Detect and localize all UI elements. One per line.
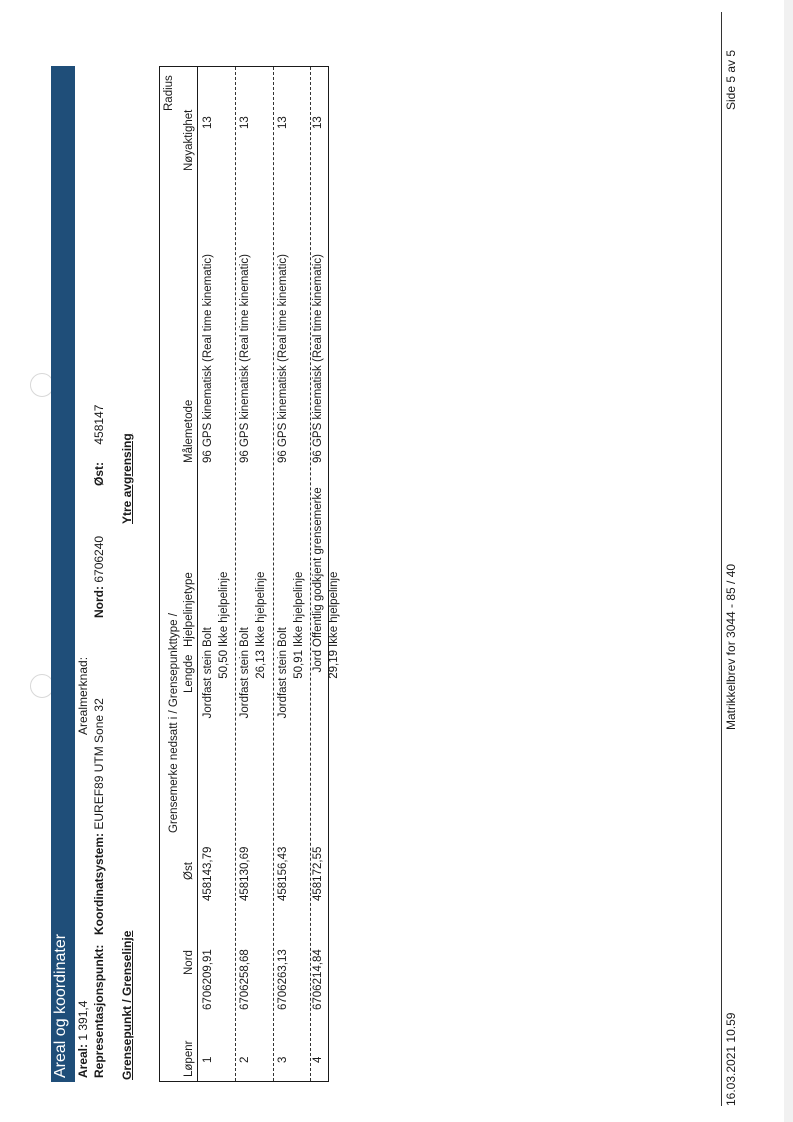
row4-nord: 6706214,84: [312, 949, 324, 1010]
row1-nr: 1: [202, 1056, 214, 1063]
nord-row: [92, 536, 106, 618]
row1-nedsatt: Jordfast stein: [202, 650, 214, 719]
header-malemetode: Målemetode: [183, 399, 195, 463]
row4-lengde: 29,19: [328, 650, 340, 679]
koord-label: Koordinatsystem:: [92, 832, 106, 935]
row4-noyaktighet: 13: [312, 116, 324, 129]
section-title-bar: [51, 66, 75, 1082]
row3-metode: 96 GPS kinematisk (Real time kinematic): [277, 254, 289, 463]
row3-nedsatt: Jordfast stein: [277, 650, 289, 719]
row4-type: Offentlig godkjent grensemerke: [312, 487, 324, 647]
row2-nr: 2: [239, 1056, 251, 1063]
row4-nedsatt: Jord: [312, 650, 324, 673]
header-radius: Radius: [163, 75, 175, 111]
row2-ost: 458130,69: [239, 846, 251, 901]
nord-value: 6706240: [92, 535, 106, 583]
areal-value: 1 391,4: [76, 1000, 90, 1041]
areal-row: [76, 1001, 90, 1078]
right-heading: Ytre avgrensing: [120, 433, 134, 524]
header-divider: [197, 67, 198, 1081]
koord-row: [92, 698, 106, 935]
row-separator: [273, 67, 274, 1081]
row2-metode: 96 GPS kinematisk (Real time kinematic): [239, 254, 251, 463]
koord-value: EUREF89 UTM Sone 32: [92, 698, 106, 830]
header-grensemerke: Grensemerke nedsatt i / Grensepunkttype /: [168, 613, 180, 833]
boundary-table: [159, 66, 340, 1082]
header-ost: Øst: [183, 862, 195, 880]
rep-label: Representasjonspunkt:: [92, 944, 106, 1078]
nord-label: Nord:: [92, 586, 106, 618]
row3-nord: 6706263,13: [277, 949, 289, 1010]
row1-noyaktighet: 13: [202, 116, 214, 129]
row3-hjelpelinje: Ikke hjelpelinje: [293, 571, 305, 647]
row1-metode: 96 GPS kinematisk (Real time kinematic): [202, 254, 214, 463]
rotated-page: [8, 10, 778, 1110]
row1-ost: 458143,79: [202, 846, 214, 901]
ost-value: 458147: [92, 404, 106, 445]
header-hjelpelinjetype: Hjelpelinjetype: [183, 572, 195, 647]
ost-row: [92, 405, 106, 486]
footer-title: Matrikkelbrev for 3044 - 85 / 40: [724, 563, 738, 730]
row3-nr: 3: [277, 1056, 289, 1063]
row3-lengde: 50,91: [293, 650, 305, 679]
row1-type: Bolt: [202, 627, 214, 647]
row2-hjelpelinje: Ikke hjelpelinje: [255, 571, 267, 647]
row2-type: Bolt: [239, 627, 251, 647]
row3-noyaktighet: 13: [277, 116, 289, 129]
scan-edge: [784, 0, 793, 1122]
footer-date: 16.03.2021 10.59: [724, 1012, 738, 1106]
row2-nedsatt: Jordfast stein: [239, 650, 251, 719]
header-noyaktighet: Nøyaktighet: [183, 109, 195, 171]
row2-lengde: 26,13: [255, 650, 267, 679]
left-heading: Grensepunkt / Grenselinje: [120, 930, 134, 1080]
header-nord: Nord: [183, 950, 195, 975]
row2-nord: 6706258,68: [239, 949, 251, 1010]
row3-ost: 458156,43: [277, 846, 289, 901]
row3-type: Bolt: [277, 627, 289, 647]
ost-label: Øst:: [92, 462, 106, 486]
row1-lengde: 50,50: [218, 650, 230, 679]
row-separator: [310, 67, 311, 1081]
row4-ost: 458172,55: [312, 846, 324, 901]
header-lengde: Lengde: [183, 654, 195, 693]
footer-divider: [721, 12, 722, 1106]
row2-noyaktighet: 13: [239, 116, 251, 129]
areal-label: Areal:: [76, 1043, 90, 1078]
row4-metode: 96 GPS kinematisk (Real time kinematic): [312, 254, 324, 463]
row-separator: [235, 67, 236, 1081]
rep-row: [92, 945, 106, 1078]
arealmerknad-label: Arealmerknad:: [76, 656, 90, 735]
section-title: Areal og koordinater: [52, 933, 69, 1078]
footer-page: Side 5 av 5: [724, 49, 738, 110]
row1-nord: 6706209,91: [202, 949, 214, 1010]
row4-hjelpelinje: Ikke hjelpelinje: [328, 571, 340, 647]
row4-nr: 4: [312, 1056, 324, 1063]
row1-hjelpelinje: Ikke hjelpelinje: [218, 571, 230, 647]
header-lopenr: Løpenr: [183, 1040, 195, 1077]
